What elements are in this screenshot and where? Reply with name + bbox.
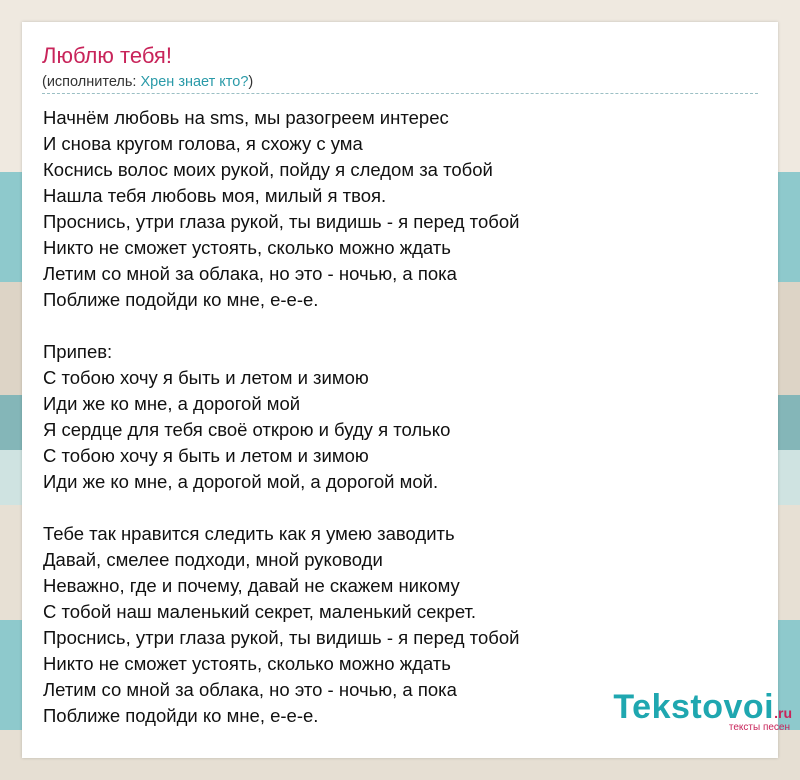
lyric-line: Тебе так нравится следить как я умею заводить (43, 523, 455, 544)
artist-link[interactable]: Хрен знает кто? (140, 74, 249, 90)
lyric-line: И снова кругом голова, я схожу с ума (43, 133, 363, 154)
lyric-line: Неважно, где и почему, давай не скажем никому (43, 575, 460, 596)
lyric-line: Давай, смелее подходи, мной руководи (43, 549, 383, 570)
performer-line (42, 72, 253, 92)
lyric-line: Иди же ко мне, а дорогой мой (43, 393, 301, 414)
lyric-line: Проснись, утри глаза рукой, ты видишь - я перед тобой (43, 627, 520, 648)
lyric-line: Поближе подойди ко мне, е-е-е. (43, 289, 319, 310)
site-logo[interactable] (613, 690, 792, 733)
lyric-line: С тобой наш маленький секрет, маленький секрет. (43, 601, 477, 622)
lyric-line: Припев: (43, 341, 113, 362)
title-divider (42, 93, 758, 94)
stanza-gap (43, 313, 743, 339)
lyric-line: Начнём любовь на sms, мы разогреем интерес (43, 107, 449, 128)
song-title: Люблю тебя! (42, 43, 172, 68)
logo-name: Tekstovoi (613, 688, 775, 726)
lyric-line: С тобою хочу я быть и летом и зимою (43, 445, 369, 466)
lyric-line: Я сердце для тебя своё открою и буду я только (43, 419, 451, 440)
performer-suffix: ) (248, 74, 254, 90)
logo-tagline: тексты песен (728, 722, 790, 733)
lyric-line: Проснись, утри глаза рукой, ты видишь - я перед тобой (43, 211, 520, 232)
lyric-line: Летим со мной за облака, но это - ночью, а пока (43, 679, 457, 700)
performer-prefix: (исполнитель: (42, 74, 141, 90)
lyric-line: С тобою хочу я быть и летом и зимою (43, 367, 369, 388)
lyric-line: Никто не сможет устоять, сколько можно ждать (43, 237, 451, 258)
lyrics-text (43, 105, 743, 729)
lyric-line: Никто не сможет устоять, сколько можно ждать (43, 653, 451, 674)
lyric-line: Летим со мной за облака, но это - ночью, а пока (43, 263, 457, 284)
stanza-gap (43, 495, 743, 521)
lyric-line: Поближе подойди ко мне, е-е-е. (43, 705, 319, 726)
logo-tld: .ru (774, 705, 792, 721)
lyric-line: Коснись волос моих рукой, пойду я следом за тобой (43, 159, 493, 180)
lyric-line: Нашла тебя любовь моя, милый я твоя. (43, 185, 387, 206)
lyric-line: Иди же ко мне, а дорогой мой, а дорогой мой. (43, 471, 439, 492)
lyrics-card (22, 22, 778, 758)
